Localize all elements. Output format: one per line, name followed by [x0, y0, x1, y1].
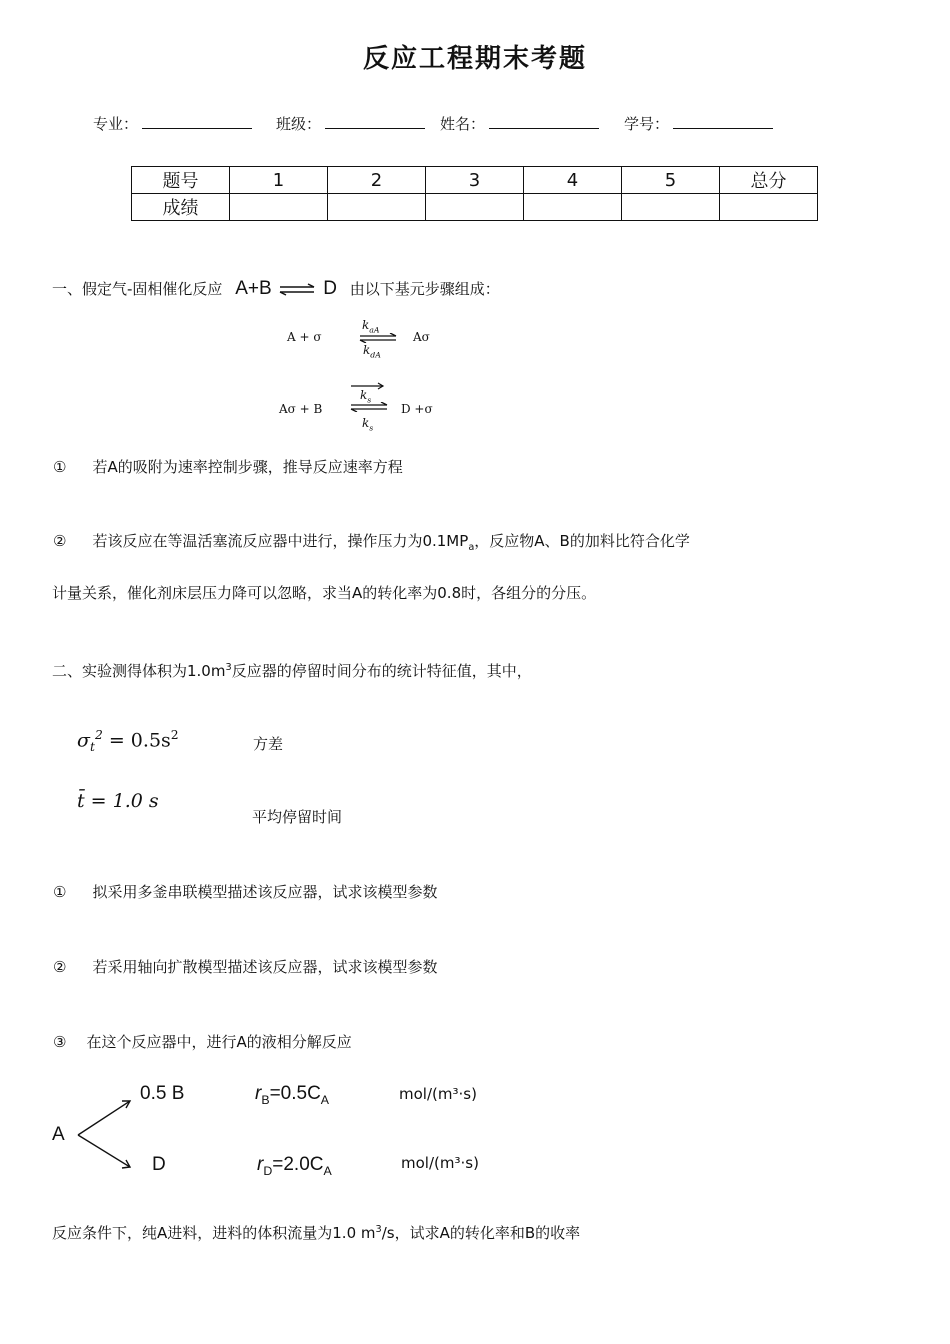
q2-condition-a: 反应条件下，纯A进料，进料的体积流量为1.0 m: [52, 1224, 376, 1242]
table-cell: 总分: [720, 167, 818, 194]
score-cell[interactable]: [524, 194, 622, 221]
q1-part2-text-a: 若该反应在等温活塞流反应器中进行，操作压力为0.1MP: [92, 532, 469, 550]
q2-part2-text: 若采用轴向扩散模型描述该反应器，试求该模型参数: [92, 958, 438, 976]
q2-intro-b: 反应器的停留时间分布的统计特征值，其中，: [231, 662, 532, 680]
name-label: 姓名：: [440, 115, 486, 133]
k-aA-sub: aA: [369, 325, 380, 335]
major-label: 专业：: [93, 115, 139, 133]
step1-left: A + σ: [287, 330, 322, 344]
k-dA-sub: dA: [370, 350, 381, 360]
table-row: [132, 194, 818, 221]
table-cell: 5: [622, 167, 720, 194]
product-b: 0.5 B: [140, 1083, 185, 1104]
k-s: k: [360, 388, 368, 402]
student-id-blank[interactable]: [673, 114, 773, 129]
score-cell[interactable]: [230, 194, 328, 221]
q1-part1: [53, 456, 403, 477]
q2-condition-b: /s，试求A的转化率和B的收率: [381, 1224, 581, 1242]
table-cell: 3: [426, 167, 524, 194]
q1-part1-text: 若A的吸附为速率控制步骤，推导反应速率方程: [92, 458, 403, 476]
q2-part1: [53, 881, 437, 902]
equilibrium-arrow-icon: [276, 283, 318, 297]
unit-b: mol/(m³·s): [399, 1085, 477, 1103]
rate-b-value: =0.5C: [269, 1083, 321, 1104]
rate-d-value: =2.0C: [272, 1154, 324, 1175]
step2-right: D +σ: [401, 402, 433, 416]
unit-d: mol/(m³·s): [401, 1154, 479, 1172]
q2-part2: [53, 956, 437, 977]
k-s-sub: s: [369, 423, 374, 433]
q2-part1-text: 拟采用多釜串联模型描述该反应器，试求该模型参数: [92, 883, 438, 901]
variance-value: = 0.5s: [102, 729, 171, 752]
k-aA-label: [362, 318, 380, 334]
class-field: [276, 113, 425, 134]
table-cell: 1: [230, 167, 328, 194]
student-id-field: [624, 113, 773, 134]
k-s-sub: s: [367, 395, 372, 405]
q1-part1-num: ①: [53, 458, 67, 476]
q1-part2-num: ②: [53, 532, 67, 550]
k-dA-label: [363, 343, 381, 359]
table-row: [132, 167, 818, 194]
table-cell: 4: [524, 167, 622, 194]
q1-part2-sub: a: [468, 542, 475, 553]
q2-part3-num: ③: [53, 1033, 67, 1051]
rate-b-c-sub: A: [320, 1092, 330, 1107]
q1-product: D: [323, 278, 337, 299]
q2-part3-text: 在这个反应器中，进行A的液相分解反应: [86, 1033, 352, 1051]
table-cell: 题号: [132, 167, 230, 194]
major-field: [93, 113, 252, 134]
mean-time-label: 平均停留时间: [252, 808, 343, 826]
variance-label: 方差: [253, 735, 284, 753]
rate-b-sub: B: [261, 1092, 270, 1107]
q2-intro-a: 二、实验测得体积为1.0m: [52, 662, 226, 680]
q1-intro-b: 由以下基元步骤组成：: [349, 280, 500, 298]
table-cell: 成绩: [132, 194, 230, 221]
q1-part2-text-c: 计量关系，催化剂床层压力降可以忽略，求当A的转化率为0.8时，各组分的分压。: [52, 584, 597, 602]
q2-condition-sup: 3: [375, 1224, 382, 1235]
rate-b-symbol: r: [255, 1083, 262, 1104]
table-cell: 2: [328, 167, 426, 194]
score-cell[interactable]: [426, 194, 524, 221]
q2-intro: [52, 660, 532, 681]
class-blank[interactable]: [325, 114, 425, 129]
student-id-label: 学号：: [624, 115, 670, 133]
score-cell[interactable]: [720, 194, 818, 221]
rate-d-c-sub: A: [323, 1163, 332, 1178]
rate-d-sub: D: [263, 1163, 273, 1178]
forward-reverse-arrow-icon: [358, 333, 398, 343]
step1-right: Aσ: [413, 330, 430, 344]
step2-left: Aσ + B: [279, 402, 323, 416]
rate-d: [257, 1154, 332, 1178]
q2-part1-num: ①: [53, 883, 67, 901]
q1-intro-a: 一、假定气-固相催化反应: [52, 280, 223, 298]
rate-b: [255, 1083, 329, 1107]
reactant-a: A: [52, 1124, 65, 1145]
q1-part2: [53, 530, 690, 553]
score-cell[interactable]: [328, 194, 426, 221]
q2-intro-sup: 3: [225, 662, 232, 673]
score-cell[interactable]: [622, 194, 720, 221]
mean-time-equation: t̄ = 1.0 s: [77, 790, 159, 812]
q1-reaction: A+B: [235, 278, 272, 299]
name-blank[interactable]: [489, 114, 599, 129]
name-field: [440, 113, 599, 134]
class-label: 班级：: [276, 115, 322, 133]
major-blank[interactable]: [142, 114, 252, 129]
rate-d-symbol: r: [257, 1154, 264, 1175]
branch-arrows-icon: [72, 1095, 138, 1175]
product-d: D: [152, 1154, 166, 1175]
sigma-symbol: σ: [77, 729, 90, 752]
k-dA: k: [363, 343, 371, 357]
forward-reverse-arrow-icon: [349, 402, 389, 412]
k-aA: k: [362, 318, 370, 332]
q2-part2-num: ②: [53, 958, 67, 976]
variance-equation: $\sigma_t^2 = 0.5s^2$: [77, 728, 179, 755]
score-table: [131, 166, 818, 221]
q2-part3: [53, 1031, 352, 1052]
q1-part2-text-b: ，反应物A、B的加料比符合化学: [474, 532, 690, 550]
k-s: k: [362, 416, 370, 430]
q2-condition: [52, 1222, 580, 1243]
q1-intro: [52, 278, 500, 300]
page-title: 反应工程期末考题: [362, 44, 587, 74]
k-s-reverse-label: [362, 416, 373, 432]
